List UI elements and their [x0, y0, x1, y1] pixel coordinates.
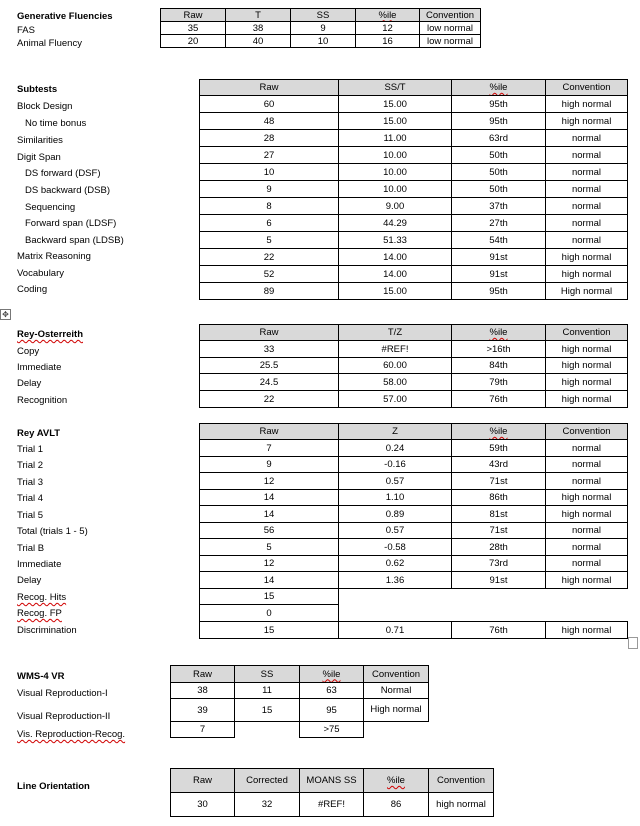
table-cell: 95th	[452, 113, 546, 130]
table-cell: 20	[161, 35, 226, 48]
row-label: DS forward (DSF)	[25, 168, 101, 179]
table-cell: normal	[546, 215, 628, 232]
table-cell: 89	[200, 283, 339, 300]
table-cell: high normal	[546, 572, 628, 589]
table-cell: 27	[200, 147, 339, 164]
table-row	[200, 96, 628, 113]
table-cell: 0.62	[339, 556, 452, 572]
row-label: Recog. Hits	[17, 592, 67, 603]
header-cell: Convention	[546, 424, 628, 440]
row-label: Vocabulary	[17, 268, 65, 279]
table-cell: low normal	[420, 35, 481, 48]
table-cell: 91st	[452, 249, 546, 266]
table-cell: 12	[356, 22, 420, 35]
table-row	[161, 35, 481, 48]
table-cell: normal	[546, 164, 628, 181]
row-label: Trial 4	[17, 493, 44, 504]
table-cell: 14.00	[339, 266, 452, 283]
table-cell: 63	[300, 683, 364, 699]
table-cell: high normal	[546, 341, 628, 358]
table-cell: high normal	[546, 113, 628, 130]
table-cell: 51.33	[339, 232, 452, 249]
table-cell: 11.00	[339, 130, 452, 147]
table-cell: 1.36	[339, 572, 452, 589]
table-cell: 38	[171, 683, 235, 699]
table-cell: normal	[546, 523, 628, 539]
table-row	[200, 232, 628, 249]
table-cell: 7	[171, 722, 235, 738]
table-cell: high normal	[546, 391, 628, 408]
table-cell: 40	[226, 35, 291, 48]
table-cell: 5	[200, 232, 339, 249]
table-cell: >16th	[452, 341, 546, 358]
table-cell: normal	[546, 232, 628, 249]
table-row	[200, 539, 628, 556]
table-cell: 63rd	[452, 130, 546, 147]
table-cell: 86th	[452, 490, 546, 506]
header-cell: SS	[291, 9, 356, 22]
row-label: Discrimination	[17, 625, 77, 636]
table-cell: 10.00	[339, 181, 452, 198]
table-cell: 15	[235, 699, 300, 722]
table-cell: -0.16	[339, 457, 452, 473]
table-cell: 16	[356, 35, 420, 48]
table-cell: low normal	[420, 22, 481, 35]
table-cell: 50th	[452, 181, 546, 198]
header-cell: Convention	[429, 769, 494, 793]
table-row	[171, 683, 429, 699]
header-cell: T/Z	[339, 325, 452, 341]
table-row	[200, 506, 628, 523]
row-label: Visual Reproduction-I	[17, 688, 108, 699]
row-label: Forward span (LDSF)	[25, 218, 117, 229]
row-label: Recog. FP	[17, 608, 62, 619]
row-label: Coding	[17, 284, 48, 295]
table-cell: 9	[200, 457, 339, 473]
line-orientation-title: Line Orientation	[17, 781, 90, 792]
table-cell: 0.71	[339, 622, 452, 639]
header-row	[200, 80, 628, 96]
header-cell: T	[226, 9, 291, 22]
table-row	[200, 215, 628, 232]
table-cell: 50th	[452, 164, 546, 181]
row-label: Animal Fluency	[17, 38, 82, 49]
table-row	[200, 457, 628, 473]
row-label: Block Design	[17, 101, 73, 112]
table-cell: 91st	[452, 572, 546, 589]
table-cell: 15.00	[339, 283, 452, 300]
row-label: Total (trials 1 - 5)	[17, 526, 88, 537]
header-cell: Raw	[161, 9, 226, 22]
table-cell: 76th	[452, 622, 546, 639]
table-cell: 24.5	[200, 374, 339, 391]
row-label: Immediate	[17, 559, 62, 570]
table-cell: 84th	[452, 358, 546, 374]
header-cell: %ile	[452, 325, 546, 341]
row-label: Visual Reproduction-II	[17, 711, 111, 722]
subtests-table	[199, 79, 628, 300]
table-row	[200, 622, 628, 639]
table-resize-handle[interactable]	[628, 637, 638, 649]
table-row	[200, 130, 628, 147]
header-row	[161, 9, 481, 22]
table-row	[200, 249, 628, 266]
table-cell: 37th	[452, 198, 546, 215]
table-cell: high normal	[546, 506, 628, 523]
table-cell: 60	[200, 96, 339, 113]
table-cell: High normal	[364, 699, 429, 722]
table-cell: high normal	[546, 490, 628, 506]
row-label: Recognition	[17, 395, 68, 406]
table-cell: high normal	[546, 374, 628, 391]
table-cell: high normal	[546, 622, 628, 639]
fluencies-table	[160, 8, 481, 48]
table-row	[161, 22, 481, 35]
table-cell: 30	[171, 793, 235, 817]
table-cell: 15.00	[339, 113, 452, 130]
table-row	[200, 266, 628, 283]
table-row	[200, 605, 628, 622]
row-label: Vis. Reproduction-Recog.	[17, 729, 126, 740]
table-cell: 0.57	[339, 523, 452, 539]
table-cell: 58.00	[339, 374, 452, 391]
header-cell: Raw	[200, 80, 339, 96]
table-cell: >75	[300, 722, 364, 738]
table-cell: 25.5	[200, 358, 339, 374]
row-label: DS backward (DSB)	[25, 185, 110, 196]
header-cell: SS/T	[339, 80, 452, 96]
table-row	[200, 113, 628, 130]
table-row	[200, 147, 628, 164]
table-cell: high normal	[546, 358, 628, 374]
table-cell: high normal	[546, 96, 628, 113]
header-cell: Convention	[546, 325, 628, 341]
table-cell: 32	[235, 793, 300, 817]
table-row	[171, 699, 429, 722]
header-cell: Raw	[171, 769, 235, 793]
table-move-handle-icon[interactable]: ✥	[0, 309, 11, 320]
table-row	[200, 523, 628, 539]
table-cell: 0.24	[339, 440, 452, 457]
table-cell: 60.00	[339, 358, 452, 374]
table-cell: normal	[546, 539, 628, 556]
table-cell: normal	[546, 473, 628, 490]
row-label: Backward span (LDSB)	[25, 235, 124, 246]
fluencies-title: Generative Fluencies	[17, 11, 113, 22]
table-row	[200, 358, 628, 374]
header-cell: Convention	[364, 666, 429, 683]
row-label: Similarities	[17, 135, 63, 146]
header-row	[200, 325, 628, 341]
table-cell: 14	[200, 572, 339, 589]
table-row	[200, 589, 628, 605]
table-cell: 14	[200, 506, 339, 523]
header-cell: Corrected	[235, 769, 300, 793]
table-cell: 11	[235, 683, 300, 699]
table-cell: #REF!	[339, 341, 452, 358]
table-cell: 6	[200, 215, 339, 232]
line-orientation-table	[170, 768, 494, 817]
table-cell: High normal	[546, 283, 628, 300]
row-label: Delay	[17, 378, 42, 389]
table-cell: 22	[200, 249, 339, 266]
table-row	[171, 793, 494, 817]
table-row	[200, 572, 628, 589]
table-cell	[364, 722, 429, 738]
table-cell: 43rd	[452, 457, 546, 473]
row-label: Trial 1	[17, 444, 44, 455]
rey-osterreith-title: Rey-Osterreith	[17, 329, 83, 340]
table-cell: 38	[226, 22, 291, 35]
header-cell: MOANS SS	[300, 769, 364, 793]
table-cell: 10	[291, 35, 356, 48]
rey-avlt-title: Rey AVLT	[17, 428, 61, 439]
header-cell: Convention	[420, 9, 481, 22]
table-cell: 5	[200, 539, 339, 556]
row-label: Trial 5	[17, 510, 44, 521]
table-cell: 54th	[452, 232, 546, 249]
header-cell: SS	[235, 666, 300, 683]
header-cell: Convention	[546, 80, 628, 96]
table-cell: -0.58	[339, 539, 452, 556]
table-cell: 9.00	[339, 198, 452, 215]
header-row	[171, 769, 494, 793]
table-cell: 14.00	[339, 249, 452, 266]
subtests-title: Subtests	[17, 84, 58, 95]
table-cell	[235, 722, 300, 738]
row-label: Matrix Reasoning	[17, 251, 91, 262]
header-row	[200, 424, 628, 440]
header-row	[171, 666, 429, 683]
header-cell: Z	[339, 424, 452, 440]
table-cell: 1.10	[339, 490, 452, 506]
table-row	[200, 198, 628, 215]
table-cell: 14	[200, 490, 339, 506]
header-cell: %ile	[356, 9, 420, 22]
header-cell: %ile	[452, 424, 546, 440]
table-cell: high normal	[546, 249, 628, 266]
table-cell: 56	[200, 523, 339, 539]
table-row	[200, 391, 628, 408]
table-cell: 8	[200, 198, 339, 215]
row-label: Immediate	[17, 362, 62, 373]
row-label: Digit Span	[17, 152, 61, 163]
table-cell: 0.57	[339, 473, 452, 490]
table-cell: 79th	[452, 374, 546, 391]
table-cell: normal	[546, 457, 628, 473]
table-cell: 9	[200, 181, 339, 198]
table-cell: normal	[546, 147, 628, 164]
table-cell: 86	[364, 793, 429, 817]
table-cell: Normal	[364, 683, 429, 699]
table-cell: #REF!	[300, 793, 364, 817]
row-label: Delay	[17, 575, 42, 586]
table-cell: 15	[200, 622, 339, 639]
table-row	[200, 164, 628, 181]
table-row	[200, 440, 628, 457]
table-cell: 35	[161, 22, 226, 35]
table-cell: 95th	[452, 96, 546, 113]
header-cell: Raw	[200, 424, 339, 440]
table-cell: 33	[200, 341, 339, 358]
table-row	[200, 374, 628, 391]
row-label: Trial 2	[17, 460, 44, 471]
table-cell: 10.00	[339, 164, 452, 181]
table-cell: normal	[546, 181, 628, 198]
table-cell: normal	[546, 556, 628, 572]
table-cell: normal	[546, 440, 628, 457]
table-cell: 81st	[452, 506, 546, 523]
table-row	[171, 722, 429, 738]
table-cell: 76th	[452, 391, 546, 408]
table-cell: 27th	[452, 215, 546, 232]
table-cell: 10	[200, 164, 339, 181]
table-cell: 7	[200, 440, 339, 457]
table-cell: 71st	[452, 473, 546, 490]
table-cell: normal	[546, 198, 628, 215]
header-cell: %ile	[364, 769, 429, 793]
table-cell: 52	[200, 266, 339, 283]
table-cell: 22	[200, 391, 339, 408]
table-cell: 15.00	[339, 96, 452, 113]
table-cell: 91st	[452, 266, 546, 283]
table-cell: 39	[171, 699, 235, 722]
table-cell: 48	[200, 113, 339, 130]
row-label: Trial B	[17, 543, 45, 554]
table-row	[200, 556, 628, 572]
table-row	[200, 341, 628, 358]
table-cell: 12	[200, 556, 339, 572]
table-cell: 0.89	[339, 506, 452, 523]
table-cell: 44.29	[339, 215, 452, 232]
table-cell: 95th	[452, 283, 546, 300]
table-cell: 12	[200, 473, 339, 490]
table-cell: 50th	[452, 147, 546, 164]
table-cell: 71st	[452, 523, 546, 539]
table-cell: 15	[200, 589, 339, 605]
row-label: No time bonus	[25, 118, 87, 129]
row-label: Sequencing	[25, 202, 76, 213]
table-cell: 28	[200, 130, 339, 147]
table-cell: 28th	[452, 539, 546, 556]
table-row	[200, 181, 628, 198]
table-cell: 73rd	[452, 556, 546, 572]
table-cell: high normal	[546, 266, 628, 283]
row-label: FAS	[17, 25, 35, 36]
table-row	[200, 490, 628, 506]
rey-osterreith-table	[199, 324, 628, 408]
row-label: Trial 3	[17, 477, 44, 488]
header-cell: Raw	[171, 666, 235, 683]
table-row	[200, 283, 628, 300]
table-cell: 0	[200, 605, 339, 622]
wms4-title: WMS-4 VR	[17, 671, 65, 682]
table-cell: 59th	[452, 440, 546, 457]
table-cell: 95	[300, 699, 364, 722]
header-cell: %ile	[452, 80, 546, 96]
wms4-table	[170, 665, 429, 738]
header-cell: Raw	[200, 325, 339, 341]
header-cell: %ile	[300, 666, 364, 683]
table-cell: 9	[291, 22, 356, 35]
row-label: Copy	[17, 346, 40, 357]
table-row	[200, 473, 628, 490]
table-cell: 57.00	[339, 391, 452, 408]
table-cell: 10.00	[339, 147, 452, 164]
rey-avlt-table	[199, 423, 628, 639]
table-cell: normal	[546, 130, 628, 147]
table-cell: high normal	[429, 793, 494, 817]
